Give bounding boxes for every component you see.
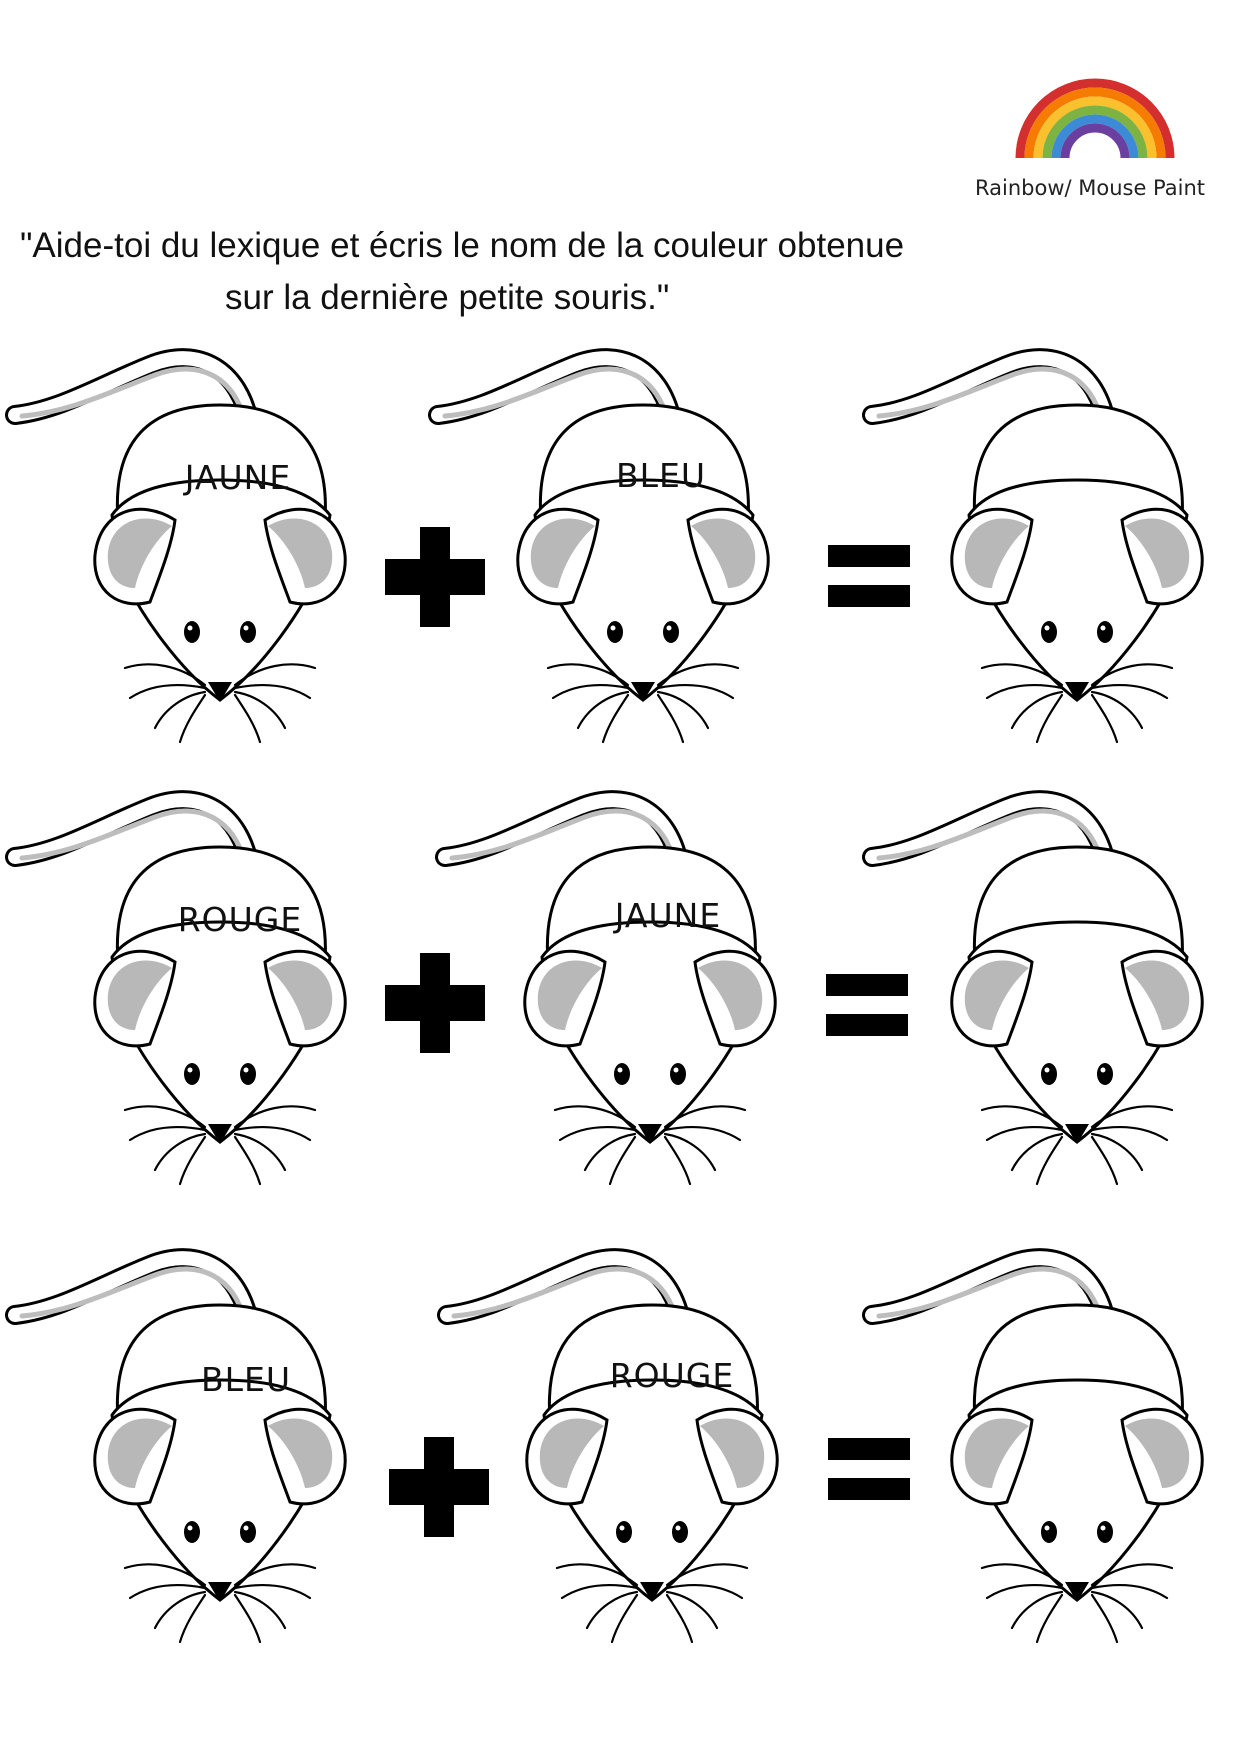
mouse-row2-result (857, 772, 1240, 1212)
mouse-label: ROUGE (609, 1356, 735, 1395)
mouse-row2-left (0, 772, 420, 1212)
mouse-row1-left (0, 330, 420, 770)
mouse-row3-result (857, 1230, 1240, 1670)
mouse-label: ROUGE (177, 900, 303, 939)
brand-caption: Rainbow/ Mouse Paint (975, 176, 1206, 200)
rainbow-logo (1010, 78, 1180, 160)
mouse-row2-right (430, 772, 850, 1212)
instruction-line-1: "Aide-toi du lexique et écris le nom de la couleur obtenue (20, 226, 905, 265)
mouse-label: JAUNE (614, 896, 722, 935)
instruction-line-2: sur la dernière petite souris." (225, 278, 670, 317)
mouse-row1-right (423, 330, 843, 770)
mouse-row3-left (0, 1230, 420, 1670)
mouse-row1-result (857, 330, 1240, 770)
mouse-row3-right (432, 1230, 852, 1670)
mouse-label: BLEU (200, 1360, 292, 1399)
mouse-label: JAUNE (184, 458, 292, 497)
mouse-label: BLEU (615, 456, 707, 495)
instruction-text (20, 220, 1200, 324)
rainbow-band-purple (1065, 128, 1125, 158)
